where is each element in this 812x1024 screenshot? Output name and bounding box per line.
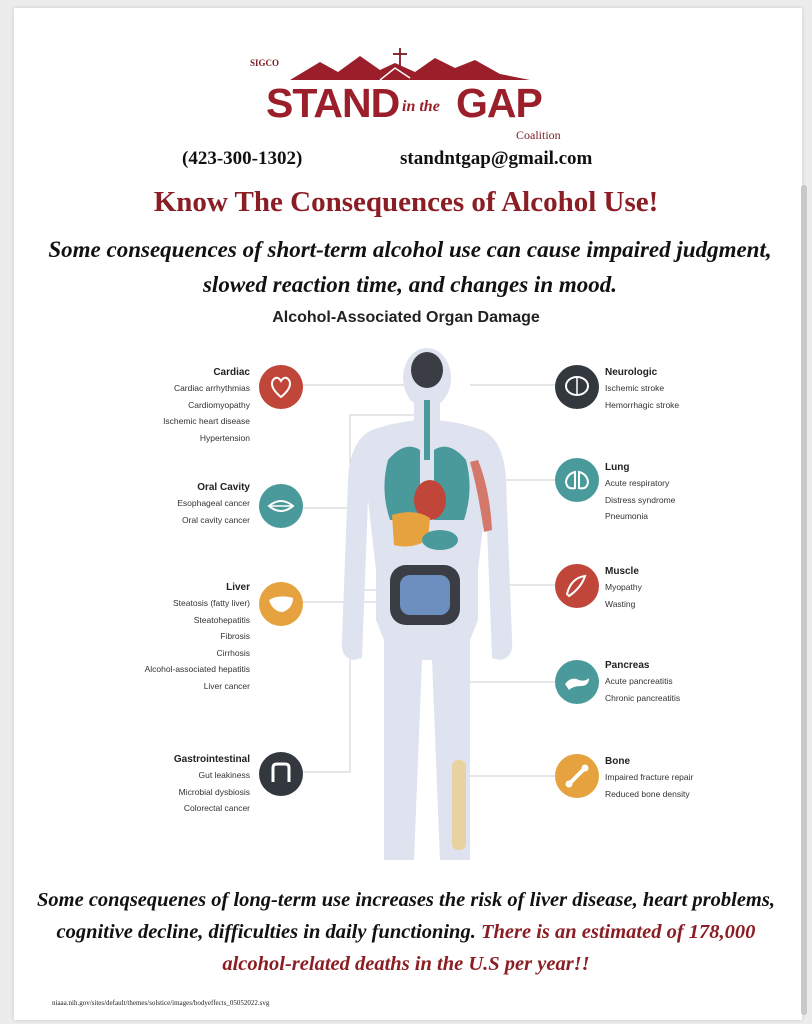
source-citation: niaaa.nih.gov/sites/default/themes/solstice/images/bodyeffects_05052022.svg <box>52 999 270 1007</box>
bone-panel <box>605 754 765 802</box>
long-term-consequences <box>20 884 792 980</box>
bone-item: Reduced bone density <box>605 788 690 799</box>
lung-item: Pneumonia <box>605 511 649 521</box>
logo-gap-text: GAP <box>456 80 542 126</box>
pancreas-item: Acute pancreatitis <box>605 676 673 686</box>
gastrointestinal-title: Gastrointestinal <box>173 754 250 765</box>
oral-cavity-item: Esophageal cancer <box>177 498 250 508</box>
death-statistic: There is an estimated of 178,000 alcohol-related deaths in the U.S per year!! <box>222 921 756 975</box>
oral-cavity-item: Oral cavity cancer <box>181 514 250 525</box>
muscle-icon <box>555 564 599 608</box>
bone-title: Bone <box>605 756 630 767</box>
liver-title: Liver <box>226 582 250 593</box>
logo-sigco-text: SIGCO <box>250 58 280 68</box>
pancreas-panel <box>605 658 765 706</box>
lung-item: Acute respiratory <box>605 478 670 488</box>
pancreas-icon <box>555 660 599 704</box>
neurologic-panel <box>605 365 765 413</box>
cardiac-item: Cardiomyopathy <box>188 399 250 410</box>
page-title: Know The Consequences of Alcohol Use! <box>153 186 659 218</box>
liver-panel <box>100 580 250 694</box>
cardiac-title: Cardiac <box>213 367 250 378</box>
liver-item: Cirrhosis <box>216 647 250 658</box>
muscle-title: Muscle <box>605 566 639 577</box>
oral-cavity-panel <box>110 480 250 528</box>
liver-item: Steatosis (fatty liver) <box>173 598 250 608</box>
intestine-icon <box>259 752 303 796</box>
cardiac-item: Cardiac arrhythmias <box>173 383 250 393</box>
short-term-consequences: Some consequences of short-term alcohol use can cause impaired judgment, slowed reaction time, and changes in mood. <box>48 237 772 297</box>
organ-damage-infographic <box>0 340 812 870</box>
gastrointestinal-panel <box>110 752 250 817</box>
lung-title: Lung <box>605 462 630 473</box>
pancreas-title: Pancreas <box>605 660 650 671</box>
neurologic-item: Ischemic stroke <box>605 383 665 393</box>
neurologic-item: Hemorrhagic stroke <box>605 399 680 410</box>
oral-cavity-title: Oral Cavity <box>197 482 250 493</box>
muscle-item: Wasting <box>605 598 636 609</box>
heart-icon <box>259 365 303 409</box>
lung-panel <box>605 460 765 525</box>
bone-icon <box>555 754 599 798</box>
mouth-icon <box>259 484 303 528</box>
cardiac-item: Ischemic heart disease <box>163 416 250 426</box>
liver-item: Fibrosis <box>220 631 250 641</box>
logo-coalition-text: Coalition <box>516 128 561 142</box>
liver-item: Liver cancer <box>203 680 250 691</box>
long-term-text: Some conqsequenes of long-term use increases the risk of liver disease, heart problems, cognitive decline, difficulties in daily functioning. <box>37 889 775 943</box>
liver-item: Steatohepatitis <box>193 614 250 625</box>
lungs-icon <box>555 458 599 502</box>
gastrointestinal-item: Gut leakiness <box>198 770 250 780</box>
liver-icon <box>259 582 303 626</box>
cardiac-item: Hypertension <box>199 432 250 443</box>
bone-item: Impaired fracture repair <box>605 772 694 782</box>
lung-item: Distress syndrome <box>605 494 676 505</box>
pancreas-item: Chronic pancreatitis <box>605 692 681 703</box>
logo-inthe-text: in the <box>402 98 440 115</box>
neurologic-title: Neurologic <box>605 367 658 378</box>
cardiac-panel <box>110 365 250 446</box>
muscle-panel <box>605 564 765 612</box>
coalition-logo <box>230 48 590 148</box>
phone-number: (423-300-1302) <box>182 148 303 169</box>
gastrointestinal-item: Colorectal cancer <box>183 803 250 813</box>
email-address: standntgap@gmail.com <box>400 148 593 169</box>
infographic-title: Alcohol-Associated Organ Damage <box>272 309 540 326</box>
logo-stand-text: STAND <box>266 80 400 126</box>
muscle-item: Myopathy <box>605 582 642 592</box>
gastrointestinal-item: Microbial dysbiosis <box>178 786 250 797</box>
liver-item: Alcohol-associated hepatitis <box>144 664 250 674</box>
brain-icon <box>555 365 599 409</box>
